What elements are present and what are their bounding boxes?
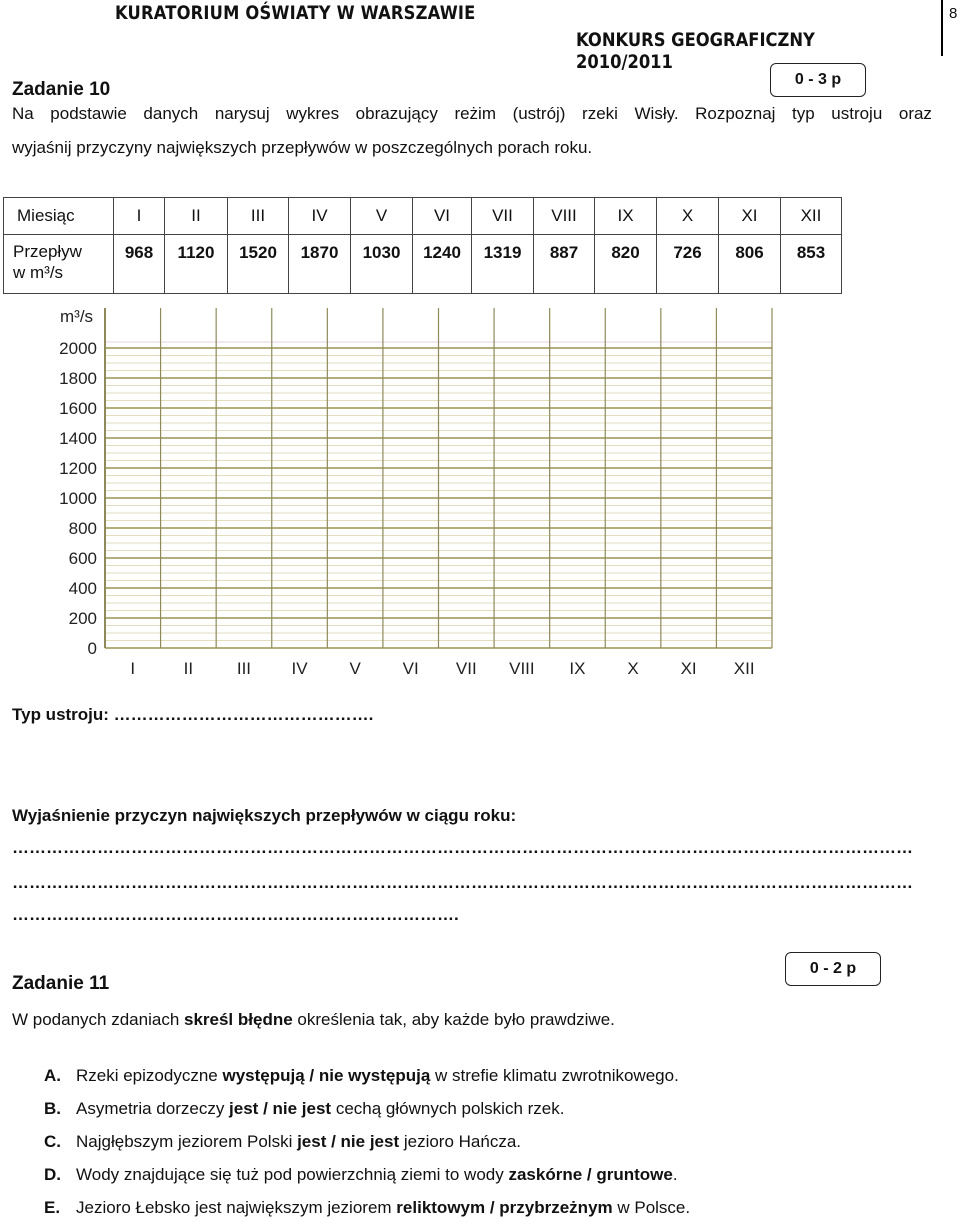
table-cell-flow: 1520 — [228, 235, 289, 294]
task10-points-badge: 0 - 3 p — [770, 63, 866, 97]
table-cell-month: I — [114, 198, 165, 235]
list-item-b — [44, 1099, 564, 1119]
instruction-word: Wisły. — [634, 104, 679, 123]
table-cell-month: IX — [595, 198, 657, 235]
list-item-e — [44, 1198, 690, 1218]
x-tick-label: XII — [733, 659, 755, 678]
table-cell-month: XI — [719, 198, 781, 235]
item-letter: E. — [44, 1198, 61, 1217]
task11-instr-a: W podanych zdaniach — [12, 1010, 184, 1029]
instruction-word: (ustrój) — [512, 104, 566, 123]
instruction-word: rzeki — [582, 104, 618, 123]
item-choice[interactable]: występują / nie występują — [222, 1066, 431, 1085]
item-text: Rzeki epizodyczne — [76, 1066, 223, 1085]
instruction-word: typ — [792, 104, 815, 123]
task11-instruction — [12, 1010, 615, 1030]
item-text-end: . — [672, 1165, 678, 1184]
item-letter: D. — [44, 1165, 61, 1184]
table-cell-month: X — [657, 198, 719, 235]
x-tick-label: IX — [569, 659, 586, 678]
y-tick-label: 600 — [68, 549, 97, 568]
instruction-word: Rozpoznaj — [695, 104, 776, 123]
table-cell-month: VI — [413, 198, 472, 235]
x-tick-label: IV — [291, 659, 308, 678]
table-cell-month: XII — [781, 198, 842, 235]
task10-instruction-line1 — [12, 104, 932, 124]
table-cell-month: IV — [289, 198, 351, 235]
instruction-word: wykres — [286, 104, 340, 123]
x-tick-label: III — [236, 659, 252, 678]
table-cell-flow: 853 — [781, 235, 842, 294]
item-text: Asymetria dorzeczy — [76, 1099, 230, 1118]
y-tick-label: 2000 — [59, 339, 97, 358]
task10-title: Zadanie 10 — [12, 79, 111, 100]
table-row-flows — [4, 235, 842, 294]
table-cell-flow: 806 — [719, 235, 781, 294]
x-tick-label: X — [627, 659, 639, 678]
table-label-flow — [4, 235, 114, 294]
list-item-d — [44, 1165, 678, 1185]
item-text-end: jezioro Hańcza. — [399, 1132, 522, 1151]
regime-type-answer[interactable]: Typ ustroju: ………………………………………. — [12, 705, 374, 724]
x-tick-label: V — [349, 659, 361, 678]
item-letter: B. — [44, 1099, 61, 1118]
answer-line-1[interactable]: …………………………………………………………………………………………………………………………………………… — [12, 838, 913, 857]
task10-instruction-line2: wyjaśnij przyczyny największych przepływów w poszczególnych porach roku. — [12, 138, 593, 157]
table-cell-month: V — [351, 198, 413, 235]
answer-line-2[interactable]: …………………………………………………………………………………………………………………………………………… — [12, 873, 913, 892]
item-text: Jezioro Łebsko jest największym jeziorem — [76, 1198, 397, 1217]
header-divider — [941, 0, 943, 56]
x-tick-label: VII — [455, 659, 477, 678]
task11-instr-b: skreśl błędne — [184, 1010, 293, 1029]
instruction-word: reżim — [454, 104, 496, 123]
table-label-flow-a: Przepływ — [13, 242, 82, 261]
y-tick-label: 800 — [68, 519, 97, 538]
item-text-end: w strefie klimatu zwrotnikowego. — [430, 1066, 679, 1085]
list-item-a — [44, 1066, 679, 1086]
table-cell-month: II — [165, 198, 228, 235]
table-cell-flow: 726 — [657, 235, 719, 294]
table-cell-flow: 1240 — [413, 235, 472, 294]
table-cell-flow: 887 — [534, 235, 595, 294]
y-tick-label: 1400 — [59, 429, 97, 448]
table-cell-month: VII — [472, 198, 534, 235]
table-cell-flow: 1870 — [289, 235, 351, 294]
y-tick-label: 400 — [68, 579, 97, 598]
instruction-word: danych — [143, 104, 199, 123]
table-cell-flow: 1120 — [165, 235, 228, 294]
table-cell-month: VIII — [534, 198, 595, 235]
flow-table — [3, 197, 842, 294]
instruction-word: narysuj — [214, 104, 270, 123]
y-tick-label: 200 — [68, 609, 97, 628]
page-number: 8 — [949, 5, 958, 22]
table-label-flow-b: w m³/s — [13, 263, 64, 282]
y-axis-unit-label: m³/s — [60, 307, 94, 326]
list-item-c — [44, 1132, 521, 1152]
table-cell-flow: 968 — [114, 235, 165, 294]
item-choice[interactable]: jest / nie jest — [229, 1099, 332, 1118]
explanation-label: Wyjaśnienie przyczyn największych przepływów w ciągu roku: — [12, 806, 517, 825]
item-letter: C. — [44, 1132, 61, 1151]
header-contest: KONKURS GEOGRAFICZNY 2010/2011 — [576, 29, 815, 73]
y-tick-label: 0 — [87, 639, 97, 658]
item-choice[interactable]: reliktowym / przybrzeżnym — [396, 1198, 613, 1217]
item-text-end: cechą głównych polskich rzek. — [331, 1099, 565, 1118]
instruction-word: obrazujący — [355, 104, 438, 123]
task11-points-badge: 0 - 2 p — [785, 952, 881, 986]
y-tick-label: 1000 — [59, 489, 97, 508]
instruction-word: oraz — [898, 104, 932, 123]
item-choice[interactable]: jest / nie jest — [297, 1132, 400, 1151]
y-tick-label: 1200 — [59, 459, 97, 478]
table-cell-flow: 1319 — [472, 235, 534, 294]
answer-line-3[interactable]: ……………………………………………………………………. — [12, 905, 459, 924]
item-choice[interactable]: zaskórne / gruntowe — [508, 1165, 673, 1184]
x-tick-label: XI — [680, 659, 697, 678]
y-tick-label: 1600 — [59, 399, 97, 418]
item-text-end: w Polsce. — [612, 1198, 691, 1217]
instruction-word: Na — [12, 104, 34, 123]
table-cell-month: III — [228, 198, 289, 235]
instruction-word: podstawie — [50, 104, 127, 123]
table-label-month: Miesiąc — [4, 198, 114, 235]
x-tick-label: I — [130, 659, 136, 678]
task11-title: Zadanie 11 — [12, 973, 110, 994]
task11-instr-c: określenia tak, aby każde było prawdziwe. — [292, 1010, 615, 1029]
instruction-word: ustroju — [831, 104, 883, 123]
y-tick-label: 1800 — [59, 369, 97, 388]
x-tick-label: II — [183, 659, 194, 678]
table-cell-flow: 1030 — [351, 235, 413, 294]
item-letter: A. — [44, 1066, 61, 1085]
item-text: Najgłębszym jeziorem Polski — [76, 1132, 298, 1151]
table-row-months — [4, 198, 842, 235]
item-text: Wody znajdujące się tuż pod powierzchnią ziemi to wody — [76, 1165, 509, 1184]
x-tick-label: VI — [402, 659, 419, 678]
flow-chart-grid[interactable] — [0, 290, 820, 690]
header-institution: KURATORIUM OŚWIATY W WARSZAWIE — [115, 2, 476, 24]
table-cell-flow: 820 — [595, 235, 657, 294]
x-tick-label: VIII — [509, 659, 535, 678]
